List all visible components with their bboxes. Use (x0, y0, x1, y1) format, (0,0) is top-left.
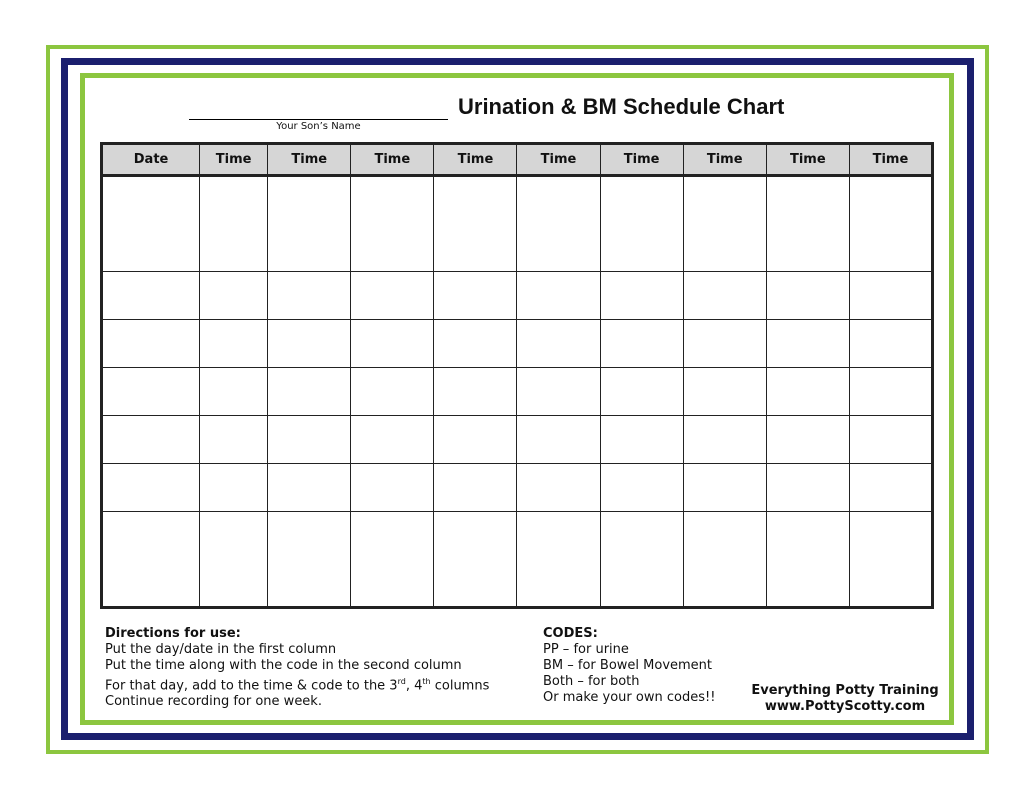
code-item: PP – for urine (543, 642, 629, 657)
footer-url: www.PottyScotty.com (764, 699, 926, 714)
time-cell[interactable] (849, 320, 932, 368)
column-header-time: Time (517, 144, 600, 176)
time-cell[interactable] (600, 464, 683, 512)
date-cell[interactable] (102, 416, 200, 464)
time-cell[interactable] (766, 512, 849, 608)
directions-block (105, 626, 489, 710)
time-cell[interactable] (351, 416, 434, 464)
directions-line: Put the day/date in the first column (105, 642, 337, 657)
time-cell[interactable] (683, 464, 766, 512)
time-cell[interactable] (517, 176, 600, 272)
time-cell[interactable] (200, 416, 268, 464)
date-cell[interactable] (102, 368, 200, 416)
time-cell[interactable] (517, 512, 600, 608)
date-cell[interactable] (102, 272, 200, 320)
time-cell[interactable] (600, 368, 683, 416)
directions-text: columns (430, 678, 490, 694)
directions-line: Continue recording for one week. (105, 694, 322, 710)
name-underline (189, 119, 448, 120)
time-cell[interactable] (600, 320, 683, 368)
date-cell[interactable] (102, 512, 200, 608)
time-cell[interactable] (434, 176, 517, 272)
codes-heading: CODES: (543, 626, 598, 641)
directions-line (105, 674, 489, 694)
time-cell[interactable] (434, 368, 517, 416)
time-cell[interactable] (766, 176, 849, 272)
column-header-time: Time (434, 144, 517, 176)
time-cell[interactable] (434, 416, 517, 464)
footer-tagline: Everything Potty Training (751, 683, 939, 698)
time-cell[interactable] (200, 272, 268, 320)
ordinal-suffix: rd (397, 677, 406, 686)
time-cell[interactable] (683, 416, 766, 464)
column-header-time: Time (849, 144, 932, 176)
code-item: BM – for Bowel Movement (543, 658, 713, 673)
time-cell[interactable] (766, 320, 849, 368)
column-header-time: Time (268, 144, 351, 176)
table-row (102, 512, 933, 608)
table-header-row (102, 144, 933, 176)
time-cell[interactable] (683, 512, 766, 608)
time-cell[interactable] (849, 368, 932, 416)
time-cell[interactable] (434, 512, 517, 608)
time-cell[interactable] (683, 272, 766, 320)
time-cell[interactable] (268, 176, 351, 272)
time-cell[interactable] (200, 464, 268, 512)
time-cell[interactable] (268, 416, 351, 464)
time-cell[interactable] (351, 320, 434, 368)
codes-block (543, 626, 715, 706)
time-cell[interactable] (200, 176, 268, 272)
date-cell[interactable] (102, 464, 200, 512)
time-cell[interactable] (351, 176, 434, 272)
time-cell[interactable] (766, 272, 849, 320)
time-cell[interactable] (434, 272, 517, 320)
time-cell[interactable] (351, 272, 434, 320)
time-cell[interactable] (683, 368, 766, 416)
directions-text: For that day, add to the time & code to the 3 (105, 678, 398, 694)
directions-text: , 4 (405, 678, 423, 694)
time-cell[interactable] (683, 320, 766, 368)
directions-line: Put the time along with the code in the second column (105, 658, 462, 673)
footer-branding (745, 683, 945, 715)
time-cell[interactable] (849, 176, 932, 272)
time-cell[interactable] (600, 176, 683, 272)
time-cell[interactable] (683, 176, 766, 272)
time-cell[interactable] (351, 368, 434, 416)
time-cell[interactable] (434, 320, 517, 368)
time-cell[interactable] (766, 416, 849, 464)
time-cell[interactable] (268, 512, 351, 608)
time-cell[interactable] (200, 320, 268, 368)
time-cell[interactable] (849, 464, 932, 512)
time-cell[interactable] (268, 272, 351, 320)
directions-heading: Directions for use: (105, 626, 241, 641)
time-cell[interactable] (766, 464, 849, 512)
time-cell[interactable] (766, 368, 849, 416)
schedule-table (100, 142, 934, 609)
ordinal-suffix: th (422, 677, 431, 686)
code-item: Or make your own codes!! (543, 690, 716, 705)
time-cell[interactable] (849, 272, 932, 320)
time-cell[interactable] (600, 416, 683, 464)
column-header-time: Time (351, 144, 434, 176)
time-cell[interactable] (600, 272, 683, 320)
column-header-time: Time (600, 144, 683, 176)
time-cell[interactable] (200, 512, 268, 608)
time-cell[interactable] (517, 464, 600, 512)
time-cell[interactable] (351, 464, 434, 512)
time-cell[interactable] (517, 416, 600, 464)
time-cell[interactable] (849, 512, 932, 608)
name-label: Your Son’s Name (276, 121, 361, 132)
time-cell[interactable] (268, 464, 351, 512)
table-row (102, 368, 933, 416)
table-row (102, 320, 933, 368)
table-row (102, 176, 933, 272)
time-cell[interactable] (517, 368, 600, 416)
column-header-time: Time (683, 144, 766, 176)
code-item: Both – for both (543, 674, 640, 689)
time-cell[interactable] (268, 368, 351, 416)
column-header-time: Time (200, 144, 268, 176)
time-cell[interactable] (434, 464, 517, 512)
time-cell[interactable] (351, 512, 434, 608)
time-cell[interactable] (268, 320, 351, 368)
column-header-time: Time (766, 144, 849, 176)
time-cell[interactable] (517, 320, 600, 368)
table-row (102, 464, 933, 512)
page-title: Urination & BM Schedule Chart (458, 94, 785, 119)
table-row (102, 416, 933, 464)
date-cell[interactable] (102, 176, 200, 272)
date-cell[interactable] (102, 320, 200, 368)
time-cell[interactable] (517, 272, 600, 320)
time-cell[interactable] (600, 512, 683, 608)
time-cell[interactable] (200, 368, 268, 416)
column-header-date: Date (102, 144, 200, 176)
table-row (102, 272, 933, 320)
time-cell[interactable] (849, 416, 932, 464)
